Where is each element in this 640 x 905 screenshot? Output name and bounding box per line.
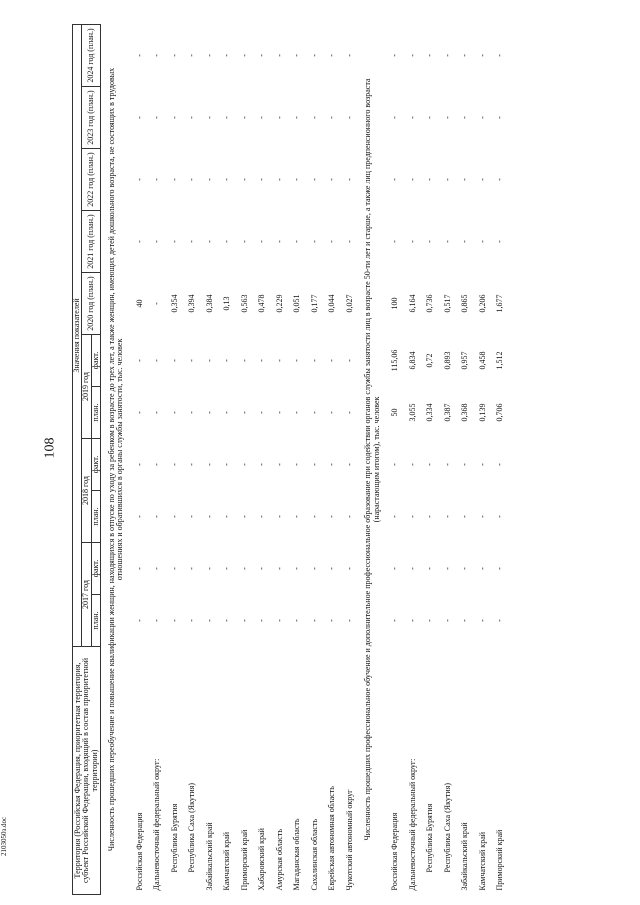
value-cell: -: [327, 619, 337, 622]
table-row: [422, 24, 440, 894]
value-cell: -: [152, 240, 162, 243]
territory-name-cell: Республика Бурятия: [425, 803, 435, 873]
value-cell: -: [460, 567, 470, 570]
value-cell: -: [344, 567, 354, 570]
value-cell: -: [425, 463, 435, 466]
value-cell: -: [152, 359, 162, 362]
value-cell: -: [274, 515, 284, 518]
value-cell: -: [134, 359, 144, 362]
territory-name-cell: Республика Бурятия: [169, 803, 179, 873]
value-cell: -: [442, 463, 452, 466]
value-cell: -: [257, 567, 267, 570]
value-cell: -: [442, 178, 452, 181]
value-cell: -: [134, 515, 144, 518]
value-cell: -: [169, 567, 179, 570]
value-cell: 100: [390, 297, 400, 310]
value-cell: -: [292, 240, 302, 243]
value-cell: -: [257, 54, 267, 57]
value-cell: -: [407, 619, 417, 622]
year-header: 2018 год: [82, 439, 91, 543]
table-row: [289, 24, 307, 894]
table-header: [73, 24, 101, 894]
value-cell: -: [495, 463, 505, 466]
value-cell: -: [292, 359, 302, 362]
table-row: [324, 24, 342, 894]
section-title: Численность прошедших профессиональное обучение и дополнительное профессиональное образование при содействии органов службы занятости лиц в возрасте 50-ти лет и старше, а также лиц предпенсионного возраста (нарастающим итогом), тыс. человек: [363, 78, 381, 841]
value-cell: 40: [134, 299, 144, 308]
value-cell: -: [222, 359, 232, 362]
table-row: [271, 24, 289, 894]
value-cell: -: [460, 463, 470, 466]
value-cell: -: [187, 567, 197, 570]
value-cell: -: [222, 463, 232, 466]
value-cell: -: [257, 116, 267, 119]
value-cell: -: [292, 411, 302, 414]
territory-name-cell: Камчатский край: [222, 831, 232, 891]
value-cell: -: [152, 54, 162, 57]
value-cell: 0,354: [169, 294, 179, 313]
value-cell: 0,229: [274, 294, 284, 313]
year-header: 2019 год: [82, 335, 91, 439]
value-cell: -: [222, 178, 232, 181]
value-cell: -: [152, 302, 162, 305]
value-cell: -: [274, 619, 284, 622]
value-cell: -: [460, 178, 470, 181]
value-cell: 0,051: [292, 294, 302, 313]
territory-name-cell: Амурская область: [274, 829, 284, 891]
value-cell: -: [460, 116, 470, 119]
value-cell: -: [152, 411, 162, 414]
value-cell: -: [222, 411, 232, 414]
table-row: [492, 24, 510, 894]
value-cell: -: [292, 116, 302, 119]
value-cell: -: [274, 411, 284, 414]
value-cell: -: [222, 116, 232, 119]
value-cell: -: [222, 619, 232, 622]
value-cell: 0,027: [344, 294, 354, 313]
value-cell: 0,368: [460, 403, 470, 422]
value-cell: -: [204, 463, 214, 466]
value-cell: -: [390, 515, 400, 518]
value-cell: -: [327, 178, 337, 181]
value-cell: 0,458: [477, 351, 487, 370]
value-cell: -: [425, 567, 435, 570]
value-cell: -: [309, 178, 319, 181]
value-cell: -: [257, 240, 267, 243]
value-cell: -: [152, 463, 162, 466]
value-cell: 6,834: [407, 351, 417, 370]
value-cell: -: [344, 463, 354, 466]
value-cell: -: [390, 463, 400, 466]
value-cell: -: [274, 240, 284, 243]
value-cell: -: [477, 54, 487, 57]
value-cell: -: [327, 567, 337, 570]
value-cell: -: [344, 359, 354, 362]
section-header-row: [101, 24, 132, 894]
page-number: 108: [42, 437, 58, 459]
value-cell: -: [274, 463, 284, 466]
value-cell: 0,387: [442, 403, 452, 422]
value-cell: -: [134, 178, 144, 181]
table-row: [149, 24, 167, 894]
value-cell: -: [204, 411, 214, 414]
territory-name-cell: Приморский край: [239, 829, 249, 891]
value-cell: -: [274, 567, 284, 570]
value-cell: -: [274, 54, 284, 57]
value-cell: 1,677: [495, 294, 505, 313]
value-cell: -: [204, 178, 214, 181]
table-row: [439, 24, 457, 894]
value-cell: -: [134, 54, 144, 57]
territory-name-cell: Приморский край: [495, 829, 505, 891]
value-cell: 1,512: [495, 351, 505, 370]
plan-subheader: план.: [91, 491, 100, 543]
value-cell: -: [292, 567, 302, 570]
plan-subheader: план.: [91, 387, 100, 439]
territory-name-cell: Дальневосточный федеральный округ:: [407, 758, 417, 891]
value-cell: -: [152, 619, 162, 622]
value-cell: -: [425, 54, 435, 57]
value-cell: -: [344, 619, 354, 622]
value-cell: -: [187, 116, 197, 119]
value-cell: 0,334: [425, 403, 435, 422]
value-cell: -: [327, 116, 337, 119]
plan-subheader: план.: [91, 595, 100, 647]
value-cell: 0,957: [460, 351, 470, 370]
value-cell: -: [495, 54, 505, 57]
value-cell: -: [407, 116, 417, 119]
value-cell: -: [477, 515, 487, 518]
value-cell: -: [169, 515, 179, 518]
value-cell: -: [477, 619, 487, 622]
value-cell: 0,865: [460, 294, 470, 313]
fact-subheader: факт.: [91, 543, 100, 595]
year-header: 2024 год (план.): [82, 24, 101, 86]
value-cell: -: [344, 178, 354, 181]
value-cell: -: [239, 359, 249, 362]
value-cell: -: [477, 240, 487, 243]
territory-name-cell: Магаданская область: [292, 818, 302, 891]
value-cell: -: [204, 54, 214, 57]
table-row: [219, 24, 237, 894]
value-cell: -: [169, 411, 179, 414]
value-cell: -: [495, 240, 505, 243]
value-cell: -: [390, 54, 400, 57]
table-row: [254, 24, 272, 894]
territory-name-cell: Республика Саха (Якутия): [187, 782, 197, 873]
value-cell: -: [309, 515, 319, 518]
value-cell: -: [169, 463, 179, 466]
territory-name-cell: Республика Саха (Якутия): [442, 782, 452, 873]
value-cell: -: [257, 411, 267, 414]
value-cell: -: [460, 240, 470, 243]
value-cell: -: [460, 54, 470, 57]
value-cell: -: [442, 567, 452, 570]
value-cell: -: [187, 411, 197, 414]
value-cell: -: [274, 359, 284, 362]
value-cell: 0,139: [477, 403, 487, 422]
territory-name-cell: Еврейская автономная область: [327, 786, 337, 891]
value-cell: -: [344, 54, 354, 57]
value-cell: -: [187, 515, 197, 518]
value-cell: -: [495, 515, 505, 518]
territory-name-cell: Российская Федерация: [134, 812, 144, 891]
value-cell: -: [257, 178, 267, 181]
value-cell: -: [187, 619, 197, 622]
territory-name-cell: Российская Федерация: [390, 812, 400, 891]
year-header: 2017 год: [82, 543, 91, 647]
value-cell: -: [309, 463, 319, 466]
value-cell: -: [327, 359, 337, 362]
value-cell: 0,563: [239, 294, 249, 313]
value-cell: -: [187, 463, 197, 466]
value-cell: -: [344, 515, 354, 518]
value-cell: 0,736: [425, 294, 435, 313]
value-cell: -: [477, 116, 487, 119]
value-cell: 0,478: [257, 294, 267, 313]
year-header: 2022 год (план.): [82, 149, 101, 211]
value-cell: -: [425, 116, 435, 119]
value-cell: 0,13: [222, 296, 232, 311]
value-cell: -: [239, 178, 249, 181]
value-cell: -: [292, 54, 302, 57]
value-cell: -: [222, 54, 232, 57]
territory-name-cell: Сахалинская область: [309, 818, 319, 891]
value-cell: 0,72: [425, 353, 435, 368]
value-cell: -: [187, 178, 197, 181]
value-cell: -: [134, 411, 144, 414]
value-cell: -: [407, 178, 417, 181]
value-cell: -: [309, 240, 319, 243]
table-row: [201, 24, 219, 894]
value-cell: -: [477, 567, 487, 570]
value-cell: 0,394: [187, 294, 197, 313]
value-cell: 0,177: [309, 294, 319, 313]
value-cell: -: [239, 463, 249, 466]
value-cell: -: [134, 463, 144, 466]
indicator-table: [72, 24, 509, 895]
value-cell: 0,893: [442, 351, 452, 370]
value-cell: 50: [390, 408, 400, 417]
value-cell: -: [257, 515, 267, 518]
value-cell: -: [477, 178, 487, 181]
value-cell: -: [460, 515, 470, 518]
value-cell: -: [390, 619, 400, 622]
value-cell: -: [390, 567, 400, 570]
value-cell: -: [152, 116, 162, 119]
value-cell: -: [390, 240, 400, 243]
section-header-row: [359, 24, 387, 894]
value-cell: -: [344, 116, 354, 119]
value-cell: -: [327, 515, 337, 518]
value-cell: -: [169, 619, 179, 622]
value-cell: -: [292, 515, 302, 518]
value-cell: -: [425, 619, 435, 622]
value-cell: -: [152, 178, 162, 181]
value-cell: -: [274, 178, 284, 181]
fact-subheader: факт.: [91, 439, 100, 491]
value-cell: -: [134, 116, 144, 119]
value-cell: -: [309, 567, 319, 570]
value-cell: -: [390, 116, 400, 119]
territory-header: Территория (Российская Федерация, приоритетная территория, субъект Российской Федерации, входящий в состав приоритетной территории): [73, 647, 101, 895]
value-cell: -: [169, 54, 179, 57]
value-cell: -: [134, 240, 144, 243]
territory-name-cell: Хабаровский край: [257, 828, 267, 891]
territory-name-cell: Забайкальский край: [204, 822, 214, 891]
table-row: [131, 24, 149, 894]
value-cell: -: [495, 178, 505, 181]
value-cell: -: [222, 567, 232, 570]
value-cell: -: [292, 463, 302, 466]
value-cell: -: [309, 359, 319, 362]
territory-name-cell: Чукотский автономный округ: [344, 789, 354, 891]
value-cell: -: [239, 240, 249, 243]
value-cell: -: [344, 411, 354, 414]
value-cell: -: [495, 567, 505, 570]
value-cell: 0,206: [477, 294, 487, 313]
table-row: [306, 24, 324, 894]
value-cell: -: [257, 359, 267, 362]
value-cell: 115,06: [390, 349, 400, 372]
value-cell: -: [239, 116, 249, 119]
value-cell: -: [309, 619, 319, 622]
value-cell: -: [495, 619, 505, 622]
value-cell: 0,706: [495, 403, 505, 422]
value-cell: -: [239, 567, 249, 570]
table-row: [341, 24, 359, 894]
table-row: [457, 24, 475, 894]
value-cell: -: [152, 515, 162, 518]
year-header: 2023 год (план.): [82, 87, 101, 149]
value-cell: -: [204, 359, 214, 362]
value-cell: -: [169, 359, 179, 362]
value-cell: 0,517: [442, 294, 452, 313]
value-cell: -: [327, 54, 337, 57]
values-header: Значения показателей: [73, 24, 82, 646]
value-cell: -: [169, 240, 179, 243]
value-cell: -: [187, 240, 197, 243]
territory-name-cell: Дальневосточный федеральный округ:: [152, 758, 162, 891]
value-cell: -: [477, 463, 487, 466]
value-cell: -: [460, 619, 470, 622]
value-cell: -: [257, 463, 267, 466]
table-row: [166, 24, 184, 894]
table-row: [236, 24, 254, 894]
value-cell: -: [407, 515, 417, 518]
territory-name-cell: Камчатский край: [477, 831, 487, 891]
value-cell: -: [204, 619, 214, 622]
value-cell: -: [169, 178, 179, 181]
value-cell: -: [407, 54, 417, 57]
value-cell: -: [169, 116, 179, 119]
value-cell: -: [309, 116, 319, 119]
value-cell: 3,055: [407, 403, 417, 422]
value-cell: -: [407, 567, 417, 570]
value-cell: -: [407, 463, 417, 466]
value-cell: -: [309, 411, 319, 414]
value-cell: -: [239, 54, 249, 57]
value-cell: -: [292, 178, 302, 181]
value-cell: -: [204, 240, 214, 243]
table-row: [474, 24, 492, 894]
value-cell: -: [204, 116, 214, 119]
value-cell: -: [442, 515, 452, 518]
value-cell: -: [442, 240, 452, 243]
value-cell: -: [442, 619, 452, 622]
value-cell: -: [274, 116, 284, 119]
footer-filename: 2103050з.doc: [0, 816, 8, 856]
value-cell: -: [390, 178, 400, 181]
value-cell: -: [344, 240, 354, 243]
table-row: [404, 24, 422, 894]
value-cell: 6,164: [407, 294, 417, 313]
value-cell: -: [134, 567, 144, 570]
value-cell: -: [204, 567, 214, 570]
table-row: [387, 24, 405, 894]
value-cell: -: [425, 240, 435, 243]
value-cell: -: [495, 116, 505, 119]
value-cell: -: [257, 619, 267, 622]
year-header: 2020 год (план.): [82, 273, 101, 335]
value-cell: -: [327, 463, 337, 466]
value-cell: -: [425, 178, 435, 181]
value-cell: 0,044: [327, 294, 337, 313]
year-header: 2021 год (план.): [82, 211, 101, 273]
value-cell: -: [239, 515, 249, 518]
table-body: [101, 24, 510, 894]
value-cell: -: [425, 515, 435, 518]
value-cell: -: [239, 619, 249, 622]
value-cell: -: [134, 619, 144, 622]
value-cell: -: [442, 54, 452, 57]
value-cell: -: [309, 54, 319, 57]
value-cell: -: [239, 411, 249, 414]
section-title: Численность прошедших переобучение и повышение квалификации женщин, находящихся в отпуске по уходу за ребенком в возрасте до трех лет, а также женщин, имеющих детей дошкольного возраста, не состоящих в трудовых отношениях и обратившихся в органы службы занятости, тыс. человек: [106, 67, 125, 852]
value-cell: -: [327, 240, 337, 243]
value-cell: -: [187, 54, 197, 57]
fact-subheader: факт.: [91, 335, 100, 387]
value-cell: -: [292, 619, 302, 622]
value-cell: -: [187, 359, 197, 362]
value-cell: -: [204, 515, 214, 518]
document-page: [72, 25, 627, 895]
value-cell: -: [327, 411, 337, 414]
value-cell: -: [407, 240, 417, 243]
territory-name-cell: Забайкальский край: [460, 822, 470, 891]
value-cell: -: [222, 515, 232, 518]
value-cell: -: [152, 567, 162, 570]
table-row: [184, 24, 202, 894]
value-cell: 0,384: [204, 294, 214, 313]
value-cell: -: [222, 240, 232, 243]
value-cell: -: [442, 116, 452, 119]
